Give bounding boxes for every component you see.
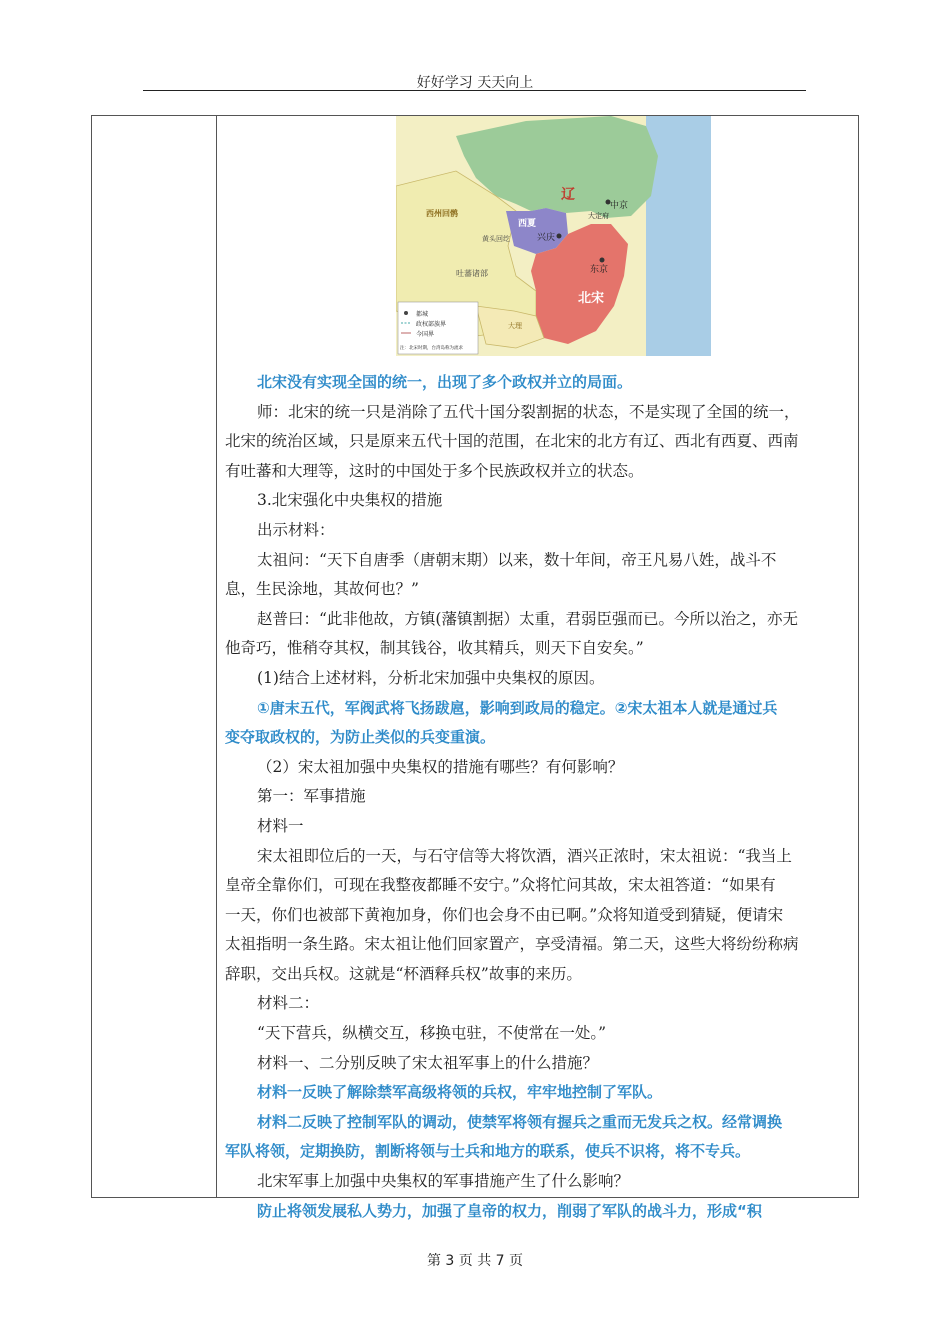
legend-note: 注：北宋时期，台湾岛称为流求	[400, 346, 463, 351]
answer-line: 北宋没有实现全国的统一，出现了多个政权并立的局面。	[257, 373, 633, 391]
text-line: 材料一	[257, 816, 304, 835]
text-line: 3.北宋强化中央集权的措施	[257, 491, 443, 510]
map-label-dongjing: 东京	[590, 265, 609, 275]
text-line: 赵普曰：“此非他故，方镇(藩镇割据）太重，君弱臣强而已。今所以治之，亦无	[257, 609, 798, 628]
text-line: 有吐蕃和大理等，这时的中国处于多个民族政权并立的状态。	[225, 461, 644, 480]
answer-line: 防止将领发展私人势力，加强了皇帝的权力，削弱了军队的战斗力，形成“积	[257, 1201, 762, 1220]
text-line: 出示材料：	[257, 520, 335, 539]
answer-line: 材料二反映了控制军队的调动，使禁军将领有握兵之重而无发兵之权。经常调换	[257, 1112, 783, 1131]
lesson-text	[225, 368, 852, 1226]
text-line: 一天，你们也被部下黄袍加身，你们也会身不由已啊。”众将知道受到猜疑，便请宋	[225, 905, 784, 924]
answer-line: 材料一反映了解除禁军高级将领的兵权，牢牢地控制了军队。	[257, 1083, 663, 1102]
text-line: 他奇巧，惟稍夺其权，制其钱谷，收其精兵，则天下自安矣。”	[225, 639, 644, 658]
text-line: 北宋军事上加强中央集权的军事措施产生了什么影响？	[257, 1172, 630, 1191]
text-line: (1)结合上述材料，分析北宋加强中央集权的原因。	[257, 668, 605, 687]
text-line: 息，生民涂地，其故何也？”	[225, 580, 419, 599]
map-label-liao: 辽	[561, 187, 575, 203]
legend-capital-label: 都城	[416, 311, 429, 318]
text-line: （2）宋太祖加强中央集权的措施有哪些？有何影响？	[257, 757, 624, 776]
map-label-dadingfu: 大定府	[588, 212, 609, 220]
map-label-beisong: 北宋	[578, 291, 605, 306]
text-line: 辞职，交出兵权。这就是“杯酒释兵权”故事的来历。	[225, 964, 582, 983]
header-rule	[143, 90, 806, 91]
page-header: 好好学习 天天向上	[416, 75, 534, 91]
text-line: 皇帝全靠你们，可现在我整夜都睡不安宁。”众将忙问其故，宋太祖答道：“如果有	[225, 876, 776, 895]
text-line: 太祖问：“天下自唐季（唐朝末期）以来，数十年间，帝王凡易八姓，战斗不	[257, 550, 777, 569]
capital-legend-icon	[404, 311, 408, 315]
map-label-huangtouhuihe: 黄头回纥	[482, 235, 510, 243]
answer-line: 变夺取政权的，为防止类似的兵变重演。	[225, 728, 496, 747]
legend-national-border-label: 今国界	[416, 331, 435, 338]
map-label-zhongjing: 中京	[610, 201, 629, 211]
column-divider	[216, 116, 217, 1197]
answer-line: 军队将领，定期换防，割断将领与士兵和地方的联系，使兵不识将，将不专兵。	[225, 1142, 751, 1161]
map-label-xizhouhuihu: 西州回鹘	[426, 209, 458, 218]
legend-regime-border-label: 政权部族界	[416, 321, 447, 328]
song-dynasty-map	[396, 116, 711, 356]
text-line: 北宋的统治区域，只是原来五代十国的范围，在北宋的北方有辽、西北有西夏、西南	[225, 432, 799, 451]
map-label-dali: 大理	[508, 322, 522, 330]
text-line: “天下营兵，纵横交互，移换屯驻，不使常在一处。”	[257, 1024, 607, 1043]
lesson-table	[91, 115, 859, 1220]
page-footer: 第 3 页 共 7 页	[426, 1253, 524, 1269]
map-label-xixia: 西夏	[518, 219, 537, 229]
text-line: 第一：军事措施	[257, 787, 366, 806]
capital-dot-dongjing	[600, 258, 605, 263]
map-label-xingqing: 兴庆	[537, 233, 556, 243]
map-label-tubo: 吐蕃诸部	[456, 269, 488, 278]
text-line: 宋太祖即位后的一天，与石守信等大将饮酒，酒兴正浓时，宋太祖说：“我当上	[257, 846, 792, 865]
text-line: 材料一、二分别反映了宋太祖军事上的什么措施？	[257, 1053, 599, 1072]
text-line: 师：北宋的统一只是消除了五代十国分裂割据的状态，不是实现了全国的统一，	[257, 402, 800, 421]
answer-line: ①唐末五代，军阀武将飞扬跋扈，影响到政局的稳定。②宋太祖本人就是通过兵	[257, 698, 778, 717]
text-line: 材料二：	[257, 994, 320, 1013]
capital-dot-xingqing	[557, 234, 562, 239]
text-line: 太祖指明一条生路。宋太祖让他们回家置产，享受清福。第二天，这些大将纷纷称病	[225, 935, 799, 954]
